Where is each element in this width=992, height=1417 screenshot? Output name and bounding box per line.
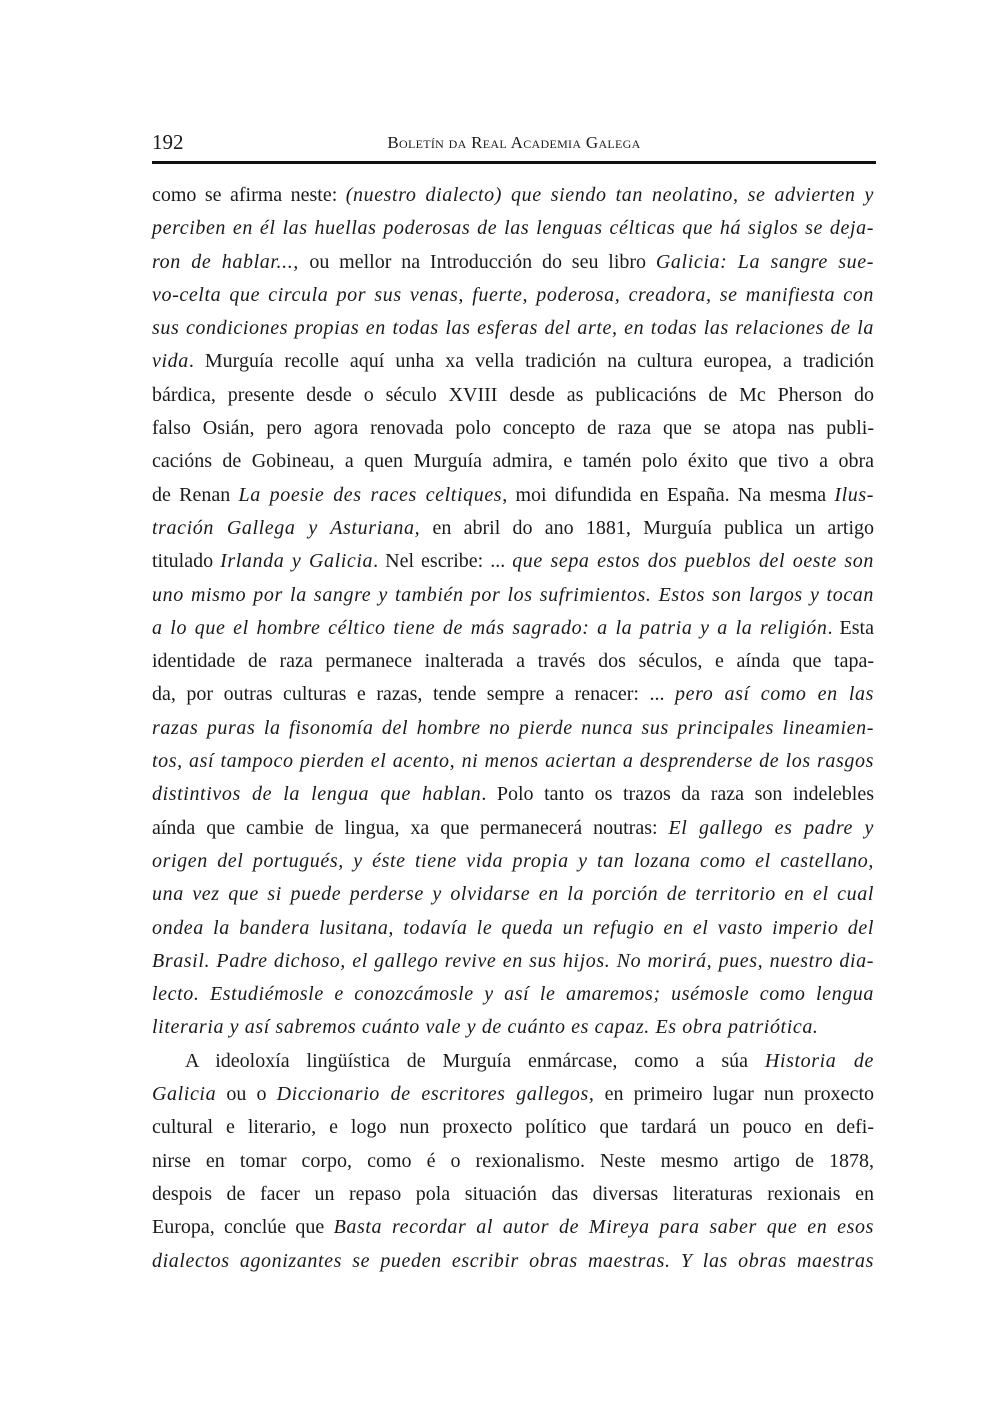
text-line bbox=[152, 945, 874, 978]
text-run: aínda que cambie de lingua, xa que permanecerá noutras: bbox=[152, 816, 669, 839]
text-line bbox=[152, 1145, 874, 1178]
italic-quote: (nuestro dialecto) que siendo tan neolatino, se advierten y bbox=[345, 184, 874, 206]
text-line bbox=[152, 412, 874, 445]
text-run: de Renan bbox=[152, 483, 239, 506]
text-run: cultural e literario, e logo nun proxecto político que tardará un pouco en defi- bbox=[152, 1116, 874, 1139]
italic-quote: Historia de bbox=[764, 1049, 874, 1072]
text-line bbox=[152, 978, 874, 1011]
italic-quote: Brasil. Padre dichoso, el gallego revive en sus hijos. No morirá, pues, nuestro dia- bbox=[152, 949, 874, 972]
body-text bbox=[152, 179, 874, 1278]
text-line bbox=[152, 1211, 874, 1244]
text-line bbox=[152, 512, 874, 545]
text-line bbox=[152, 312, 874, 345]
text-run: en primeiro lugar nun proxecto bbox=[594, 1083, 874, 1106]
italic-quote: razas puras la fisonomía del hombre no pierde nunca sus principales lineamien- bbox=[152, 716, 874, 739]
text-run: falso Osián, pero agora renovada polo concepto de raza que se atopa nas publi- bbox=[152, 417, 874, 440]
text-line bbox=[152, 479, 874, 512]
italic-quote: una vez que si puede perderse y olvidarse en la porción de territorio en el cual bbox=[152, 883, 874, 906]
text-line bbox=[152, 279, 874, 312]
running-header bbox=[152, 128, 876, 158]
italic-quote: uno mismo por la sangre y también por los sufrimientos. Estos son largos y tocan bbox=[152, 583, 874, 606]
text-run: identidade de raza permanece inalterada a través dos séculos, e aínda que tapa- bbox=[152, 650, 874, 673]
italic-quote: ondea la bandera lusitana, todavía le queda un refugio en el vasto imperio del bbox=[152, 916, 874, 939]
text-run: , moi difundida en España. Na mesma bbox=[502, 483, 835, 506]
italic-quote: La poesie des races celtiques bbox=[238, 483, 503, 506]
running-title: Boletín da Real Academia Galega bbox=[387, 133, 641, 152]
italic-quote: Ilus- bbox=[834, 483, 874, 506]
text-line bbox=[152, 678, 874, 711]
text-run: . Nel escribe: ... bbox=[373, 550, 513, 573]
text-run: bárdica, presente desde o século XVIII desde as publicacións de Mc Pherson do bbox=[152, 383, 874, 406]
text-run: da, por outras culturas e razas, tende sempre a renacer: ... bbox=[152, 683, 676, 706]
italic-quote: El gallego es padre y bbox=[668, 816, 874, 839]
italic-quote: Basta recordar al autor de Mireya para saber que en esos bbox=[333, 1216, 874, 1239]
text-run: titulado bbox=[152, 550, 221, 573]
header-rule bbox=[152, 161, 876, 164]
italic-quote: perciben en él las huellas poderosas de las lenguas célticas que há siglos se deja- bbox=[152, 217, 874, 240]
text-line bbox=[152, 179, 874, 212]
italic-quote: que sepa estos dos pueblos del oeste son bbox=[512, 550, 874, 573]
text-run: nirse en tomar corpo, como é o rexionalismo. Neste mesmo artigo de 1878, bbox=[152, 1149, 874, 1172]
italic-quote: Galicia: La sangre sue- bbox=[655, 250, 874, 273]
text-line bbox=[152, 345, 874, 378]
italic-quote: tración Gallega y Asturiana, bbox=[152, 516, 421, 539]
text-line bbox=[152, 379, 874, 412]
page-number: 192 bbox=[152, 130, 184, 154]
text-line bbox=[152, 878, 874, 911]
text-line bbox=[152, 545, 874, 578]
text-run: Europa, conclúe que bbox=[152, 1216, 334, 1239]
italic-quote: Galicia bbox=[152, 1083, 217, 1106]
text-line bbox=[152, 1045, 874, 1078]
text-line bbox=[152, 212, 874, 245]
italic-quote: Irlanda y Galicia bbox=[220, 550, 374, 573]
text-line bbox=[152, 579, 874, 612]
text-run: despois de facer un repaso pola situación das diversas literaturas rexionais en bbox=[152, 1182, 874, 1205]
italic-quote: literaria y así sabremos cuánto vale y de cuánto es capaz. Es obra patriótica. bbox=[152, 1016, 819, 1039]
italic-quote: vida bbox=[152, 350, 189, 373]
text-run: en abril do ano 1881, Murguía publica un artigo bbox=[420, 516, 875, 539]
text-line bbox=[152, 612, 874, 645]
text-run: . Esta bbox=[827, 616, 874, 639]
italic-quote: dialectos agonizantes se pueden escribir obras maestras. Y las obras maestras bbox=[152, 1249, 874, 1272]
text-line bbox=[152, 712, 874, 745]
text-line bbox=[152, 745, 874, 778]
text-line bbox=[152, 812, 874, 845]
text-line bbox=[152, 645, 874, 678]
text-line bbox=[152, 445, 874, 478]
italic-quote: Diccionario de escritores gallegos, bbox=[276, 1083, 595, 1106]
italic-quote: pero así como en las bbox=[675, 683, 874, 706]
italic-quote: lecto. Estudiémosle e conozcámosle y así le amaremos; usémosle como lengua bbox=[152, 983, 874, 1006]
text-line bbox=[152, 1245, 874, 1278]
text-run: como se afirma neste: bbox=[152, 184, 346, 206]
text-run: . Murguía recolle aquí unha xa vella tradición na cultura europea, a tradición bbox=[188, 350, 874, 373]
text-run: cacións de Gobineau, a quen Murguía admira, e tamén polo éxito que tivo a obra bbox=[152, 450, 874, 473]
italic-quote: sus condiciones propias en todas las esferas del arte, en todas las relaciones de la bbox=[152, 317, 874, 340]
italic-quote: ron de hablar..., bbox=[152, 250, 310, 273]
italic-quote: a lo que el hombre céltico tiene de más sagrado: a la patria y a la religión bbox=[152, 616, 828, 639]
text-line bbox=[152, 845, 874, 878]
text-run: A ideoloxía lingüística de Murguía enmárcase, como a súa bbox=[185, 1049, 765, 1072]
text-line bbox=[152, 1078, 874, 1111]
text-line bbox=[152, 1011, 874, 1044]
text-run: ou mellor na Introducción do seu libro bbox=[309, 250, 656, 273]
text-line bbox=[152, 778, 874, 811]
italic-quote: distintivos de la lengua que hablan bbox=[152, 783, 482, 806]
text-line bbox=[152, 1111, 874, 1144]
text-line bbox=[152, 1178, 874, 1211]
italic-quote: vo-celta que circula por sus venas, fuerte, poderosa, creadora, se manifiesta con bbox=[152, 283, 874, 306]
italic-quote: tos, así tampoco pierden el acento, ni menos aciertan a desprenderse de los rasgos bbox=[152, 750, 874, 773]
text-run: . Polo tanto os trazos da raza son indelebles bbox=[481, 783, 874, 806]
text-line bbox=[152, 912, 874, 945]
text-run: ou o bbox=[216, 1083, 277, 1106]
italic-quote: origen del portugués, y éste tiene vida propia y tan lozana como el castellano, bbox=[152, 849, 874, 872]
text-line bbox=[152, 246, 874, 279]
